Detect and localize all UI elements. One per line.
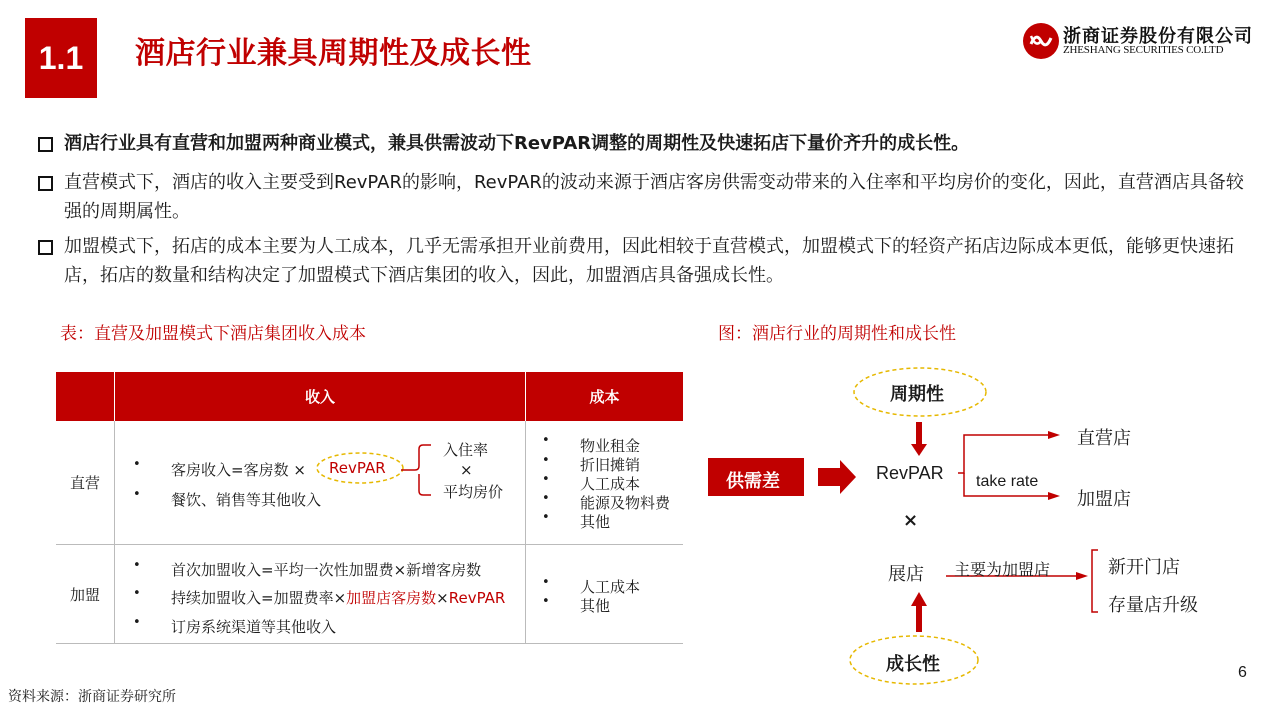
expansion-label: 展店	[888, 564, 924, 585]
bullet-box-icon	[38, 176, 53, 191]
revpar-node: RevPAR	[876, 463, 944, 483]
upgrade-label: 存量店升级	[1108, 595, 1198, 616]
bullet-box-icon	[38, 240, 53, 255]
cycle-growth-diagram	[700, 360, 1220, 690]
franchise-income-cell: • 首次加盟收入=平均一次性加盟费×新增客房数 • 持续加盟收入=加盟费率×加盟店客房数×RevPAR • 订房系统渠道等其他收入	[115, 545, 526, 644]
down-arrow-shaft	[916, 422, 922, 446]
table-header-empty	[56, 372, 115, 421]
table-row	[56, 545, 683, 644]
income-cost-table	[56, 372, 683, 644]
cost-item: 物业租金	[580, 437, 641, 455]
cost-item: 能源及物料费	[580, 494, 671, 512]
franchise-income-item: 订房系统渠道等其他收入	[171, 618, 337, 636]
up-arrow-shaft	[916, 606, 922, 632]
page-title: 酒店行业兼具周期性及成长性	[135, 36, 532, 71]
direct-store-label: 直营店	[1077, 428, 1131, 449]
revpar-label: RevPAR	[329, 459, 386, 477]
bullet-2: 直营模式下，酒店的收入主要受到RevPAR的影响，RevPAR的波动来源于酒店客房供需变动带来的入住率和平均房价的变化，因此，直营酒店具备较强的周期属性。	[38, 168, 1248, 226]
row-label-direct: 直营	[56, 421, 115, 545]
franchise-cost-cell: • 人工成本 • 其他	[526, 545, 684, 644]
occupancy-label: 入住率	[443, 441, 489, 459]
times-symbol: ×	[903, 510, 919, 531]
table-header-income: 收入	[115, 372, 526, 421]
cost-item: 人工成本	[580, 578, 641, 596]
company-name-en: ZHESHANG SECURITIES CO.LTD	[1063, 44, 1224, 56]
supply-demand-label: 供需差	[726, 471, 780, 492]
take-rate-label: take rate	[976, 473, 1039, 490]
growth-label: 成长性	[886, 654, 940, 675]
new-stores-label: 新开门店	[1108, 557, 1180, 578]
cost-item: 人工成本	[580, 475, 641, 493]
direct-income-cell	[115, 421, 526, 545]
bullet-1: 酒店行业具有直营和加盟两种商业模式，兼具供需波动下RevPAR调整的周期性及快速拓店下量价齐升的成长性。	[38, 129, 1248, 158]
franchise-store-label: 加盟店	[1077, 489, 1131, 510]
bullet-box-icon	[38, 137, 53, 152]
up-arrow-head	[911, 592, 927, 606]
section-number-badge	[25, 18, 97, 98]
direct-income-item: 餐饮、销售等其他收入	[171, 491, 322, 509]
down-arrow-head	[911, 444, 927, 456]
bullet-dot: •	[133, 457, 141, 472]
cost-item: 其他	[580, 597, 611, 615]
avg-price-label: 平均房价	[443, 483, 504, 501]
right-arrow	[818, 460, 856, 494]
company-logo-icon	[1022, 22, 1060, 60]
table-header-cost: 成本	[526, 372, 684, 421]
source-note: 资料来源：浙商证券研究所	[8, 689, 176, 705]
cyclical-label: 周期性	[890, 384, 944, 405]
company-name-cn: 浙商证券股份有限公司	[1063, 26, 1253, 47]
bullet-3: 加盟模式下，拓店的成本主要为人工成本，几乎无需承担开业前费用，因此相较于直营模式，加盟模式下的轻资产拓店边际成本更低，能够更快速拓店，拓店的数量和结构决定了加盟模式下酒店集团的收入，因此，加盟酒店具备强成长性。	[38, 232, 1248, 290]
franchise-income-item: 持续加盟收入=加盟费率×加盟店客房数×RevPAR	[171, 589, 506, 607]
diagram-caption: 图：酒店行业的周期性和成长性	[718, 324, 956, 344]
row-label-franchise: 加盟	[56, 545, 115, 644]
section-number: 1.1	[38, 39, 84, 76]
table-row	[56, 421, 683, 545]
mainly-franchise-label: 主要为加盟店	[954, 560, 1051, 579]
times-label: ×	[460, 461, 473, 479]
direct-income-item: 客房收入=客房数 ×	[171, 461, 306, 479]
page-number: 6	[1238, 664, 1247, 681]
bullet-dot: •	[133, 487, 141, 502]
franchise-income-item: 首次加盟收入=平均一次性加盟费×新增客房数	[171, 561, 482, 579]
cost-item: 折旧摊销	[580, 456, 641, 474]
cost-item: 其他	[580, 513, 611, 531]
direct-cost-cell: • 物业租金 • 折旧摊销 • 人工成本 • 能源及物料费 • 其他	[526, 421, 684, 545]
table-caption: 表：直营及加盟模式下酒店集团收入成本	[60, 324, 366, 344]
